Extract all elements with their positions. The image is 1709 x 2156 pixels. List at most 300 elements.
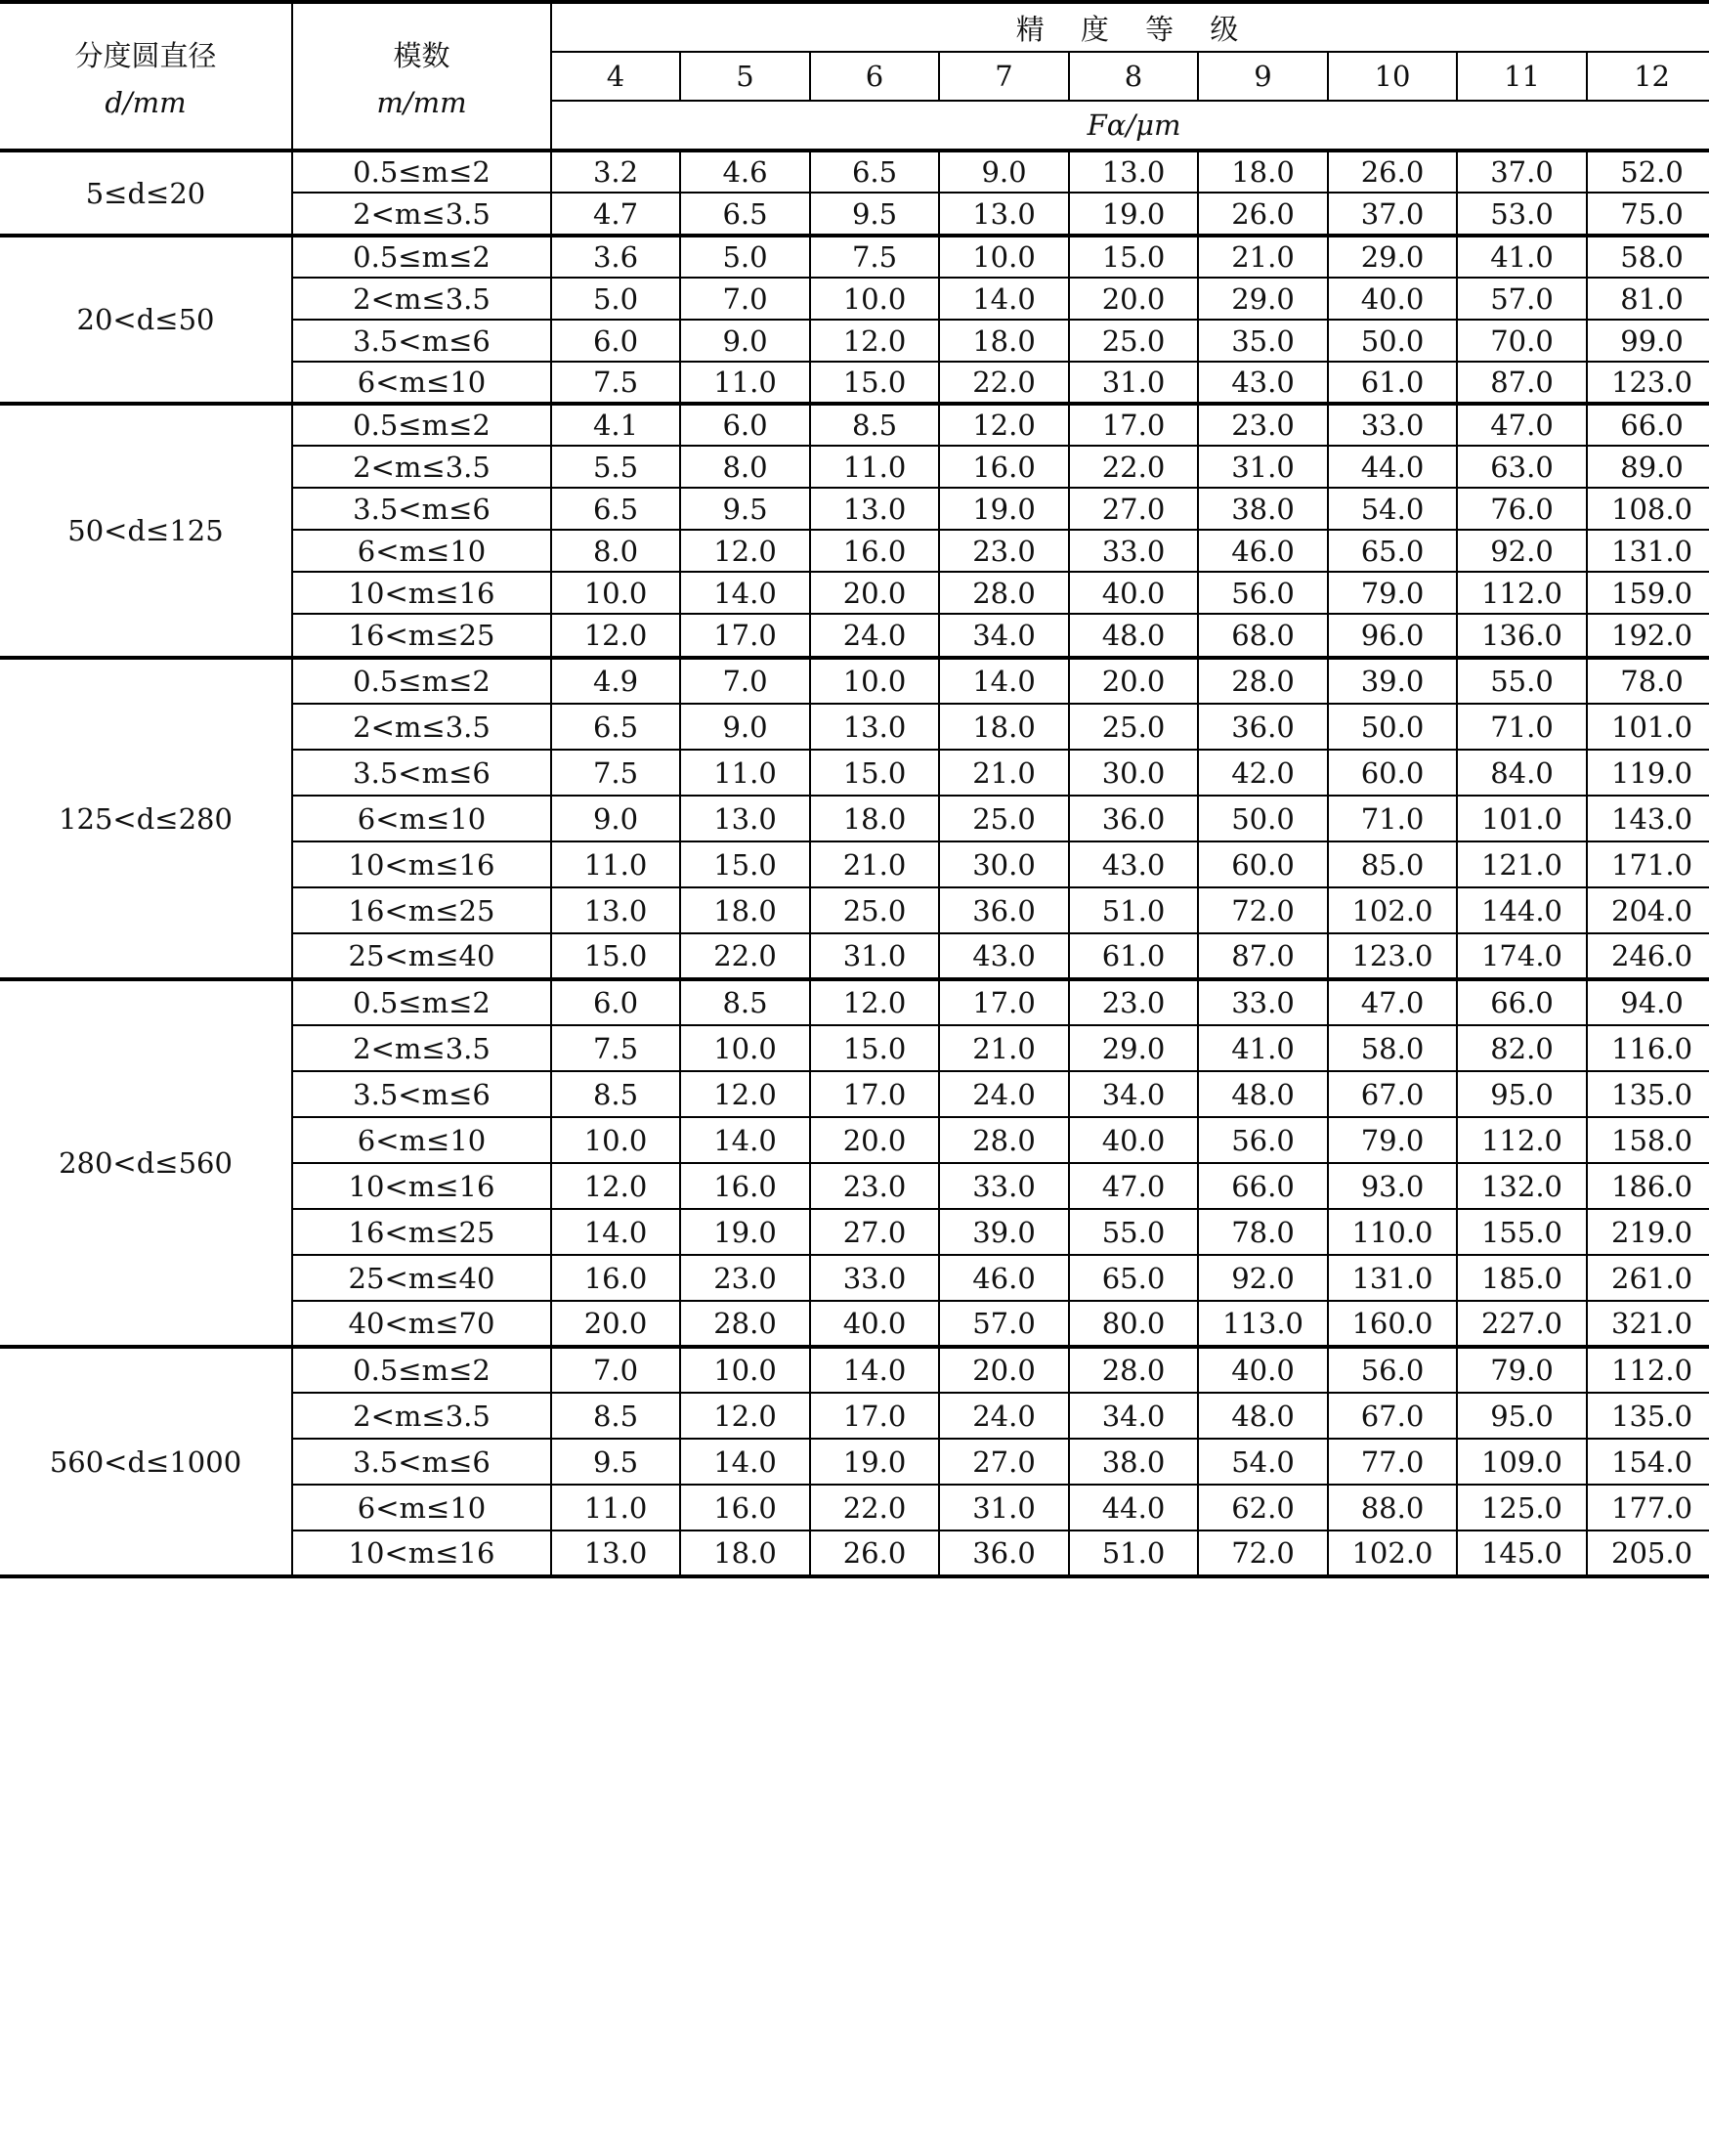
value-cell: 12.0	[680, 1393, 810, 1439]
value-cell: 23.0	[680, 1255, 810, 1301]
value-cell: 101.0	[1457, 796, 1587, 841]
value-cell: 135.0	[1587, 1393, 1709, 1439]
value-cell: 82.0	[1457, 1025, 1587, 1071]
value-cell: 14.0	[939, 278, 1069, 320]
value-cell: 186.0	[1587, 1163, 1709, 1209]
grade-cell: 8	[1069, 52, 1198, 101]
value-cell: 6.0	[680, 404, 810, 446]
value-cell: 92.0	[1457, 530, 1587, 572]
value-cell: 23.0	[1069, 979, 1198, 1025]
value-cell: 101.0	[1587, 704, 1709, 750]
value-cell: 174.0	[1457, 933, 1587, 979]
value-cell: 36.0	[939, 1531, 1069, 1576]
value-cell: 24.0	[939, 1393, 1069, 1439]
module-range-cell: 6<m≤10	[292, 1485, 551, 1531]
value-cell: 18.0	[1198, 151, 1328, 193]
value-cell: 96.0	[1328, 614, 1457, 658]
module-range-cell: 0.5≤m≤2	[292, 404, 551, 446]
value-cell: 12.0	[551, 614, 680, 658]
value-cell: 67.0	[1328, 1393, 1457, 1439]
value-cell: 15.0	[810, 362, 939, 404]
value-cell: 67.0	[1328, 1071, 1457, 1117]
value-cell: 8.0	[680, 446, 810, 488]
value-cell: 79.0	[1457, 1347, 1587, 1393]
value-cell: 25.0	[810, 887, 939, 933]
value-cell: 95.0	[1457, 1393, 1587, 1439]
value-cell: 39.0	[939, 1209, 1069, 1255]
value-cell: 31.0	[1069, 362, 1198, 404]
value-cell: 177.0	[1587, 1485, 1709, 1531]
value-cell: 88.0	[1328, 1485, 1457, 1531]
value-cell: 33.0	[1069, 530, 1198, 572]
value-cell: 15.0	[1069, 236, 1198, 278]
value-cell: 12.0	[551, 1163, 680, 1209]
value-cell: 25.0	[1069, 704, 1198, 750]
value-cell: 9.5	[810, 193, 939, 236]
value-cell: 19.0	[1069, 193, 1198, 236]
value-cell: 15.0	[810, 750, 939, 796]
value-cell: 10.0	[680, 1347, 810, 1393]
value-cell: 33.0	[1198, 979, 1328, 1025]
module-range-cell: 2<m≤3.5	[292, 278, 551, 320]
value-cell: 5.0	[680, 236, 810, 278]
value-cell: 9.5	[680, 488, 810, 530]
value-cell: 43.0	[939, 933, 1069, 979]
value-cell: 87.0	[1457, 362, 1587, 404]
value-cell: 13.0	[810, 704, 939, 750]
value-cell: 15.0	[810, 1025, 939, 1071]
diameter-range-cell: 560<d≤1000	[0, 1347, 292, 1576]
module-range-cell: 10<m≤16	[292, 1531, 551, 1576]
value-cell: 28.0	[939, 572, 1069, 614]
value-cell: 63.0	[1457, 446, 1587, 488]
value-cell: 50.0	[1328, 320, 1457, 362]
value-cell: 89.0	[1587, 446, 1709, 488]
value-cell: 41.0	[1198, 1025, 1328, 1071]
value-cell: 54.0	[1198, 1439, 1328, 1485]
value-cell: 78.0	[1587, 658, 1709, 704]
value-cell: 48.0	[1198, 1393, 1328, 1439]
value-cell: 13.0	[551, 1531, 680, 1576]
value-cell: 22.0	[939, 362, 1069, 404]
value-cell: 119.0	[1587, 750, 1709, 796]
module-range-cell: 10<m≤16	[292, 1163, 551, 1209]
value-cell: 246.0	[1587, 933, 1709, 979]
value-cell: 121.0	[1457, 841, 1587, 887]
value-cell: 47.0	[1069, 1163, 1198, 1209]
value-cell: 50.0	[1198, 796, 1328, 841]
value-cell: 20.0	[939, 1347, 1069, 1393]
value-cell: 18.0	[939, 320, 1069, 362]
value-cell: 57.0	[939, 1301, 1069, 1347]
value-cell: 16.0	[939, 446, 1069, 488]
value-cell: 20.0	[1069, 278, 1198, 320]
value-cell: 58.0	[1587, 236, 1709, 278]
value-cell: 19.0	[680, 1209, 810, 1255]
value-cell: 65.0	[1328, 530, 1457, 572]
value-cell: 21.0	[810, 841, 939, 887]
diameter-range-cell: 5≤d≤20	[0, 151, 292, 236]
diameter-range-cell: 50<d≤125	[0, 404, 292, 658]
module-range-cell: 6<m≤10	[292, 1117, 551, 1163]
value-cell: 62.0	[1198, 1485, 1328, 1531]
grade-cell: 12	[1587, 52, 1709, 101]
value-cell: 14.0	[680, 1117, 810, 1163]
value-cell: 46.0	[939, 1255, 1069, 1301]
value-cell: 58.0	[1328, 1025, 1457, 1071]
value-cell: 81.0	[1587, 278, 1709, 320]
value-cell: 61.0	[1069, 933, 1198, 979]
value-cell: 29.0	[1198, 278, 1328, 320]
value-cell: 53.0	[1457, 193, 1587, 236]
grade-cell: 7	[939, 52, 1069, 101]
module-range-cell: 16<m≤25	[292, 887, 551, 933]
value-cell: 79.0	[1328, 572, 1457, 614]
module-range-cell: 10<m≤16	[292, 841, 551, 887]
value-cell: 102.0	[1328, 887, 1457, 933]
value-cell: 158.0	[1587, 1117, 1709, 1163]
value-cell: 46.0	[1198, 530, 1328, 572]
module-range-cell: 3.5<m≤6	[292, 1439, 551, 1485]
value-cell: 40.0	[1328, 278, 1457, 320]
value-cell: 22.0	[680, 933, 810, 979]
value-cell: 20.0	[1069, 658, 1198, 704]
value-cell: 25.0	[939, 796, 1069, 841]
value-cell: 44.0	[1069, 1485, 1198, 1531]
value-cell: 205.0	[1587, 1531, 1709, 1576]
value-cell: 28.0	[680, 1301, 810, 1347]
module-range-cell: 6<m≤10	[292, 362, 551, 404]
module-range-cell: 2<m≤3.5	[292, 193, 551, 236]
value-cell: 29.0	[1069, 1025, 1198, 1071]
value-cell: 18.0	[939, 704, 1069, 750]
value-cell: 159.0	[1587, 572, 1709, 614]
module-range-cell: 3.5<m≤6	[292, 488, 551, 530]
value-cell: 19.0	[939, 488, 1069, 530]
value-cell: 21.0	[939, 1025, 1069, 1071]
value-cell: 60.0	[1198, 841, 1328, 887]
value-cell: 34.0	[1069, 1071, 1198, 1117]
value-cell: 43.0	[1198, 362, 1328, 404]
value-cell: 12.0	[810, 320, 939, 362]
value-cell: 6.5	[551, 488, 680, 530]
value-cell: 143.0	[1587, 796, 1709, 841]
value-cell: 50.0	[1328, 704, 1457, 750]
value-cell: 15.0	[680, 841, 810, 887]
value-cell: 13.0	[810, 488, 939, 530]
value-cell: 227.0	[1457, 1301, 1587, 1347]
value-cell: 9.0	[551, 796, 680, 841]
value-cell: 7.0	[551, 1347, 680, 1393]
value-cell: 18.0	[680, 887, 810, 933]
value-cell: 11.0	[810, 446, 939, 488]
module-range-cell: 10<m≤16	[292, 572, 551, 614]
module-range-cell: 0.5≤m≤2	[292, 236, 551, 278]
table-row	[0, 404, 1709, 446]
value-cell: 145.0	[1457, 1531, 1587, 1576]
value-cell: 61.0	[1328, 362, 1457, 404]
value-cell: 40.0	[1069, 1117, 1198, 1163]
value-cell: 34.0	[1069, 1393, 1198, 1439]
value-cell: 4.6	[680, 151, 810, 193]
value-cell: 6.5	[680, 193, 810, 236]
value-cell: 75.0	[1587, 193, 1709, 236]
value-cell: 72.0	[1198, 887, 1328, 933]
value-cell: 71.0	[1328, 796, 1457, 841]
value-cell: 30.0	[939, 841, 1069, 887]
value-cell: 8.0	[551, 530, 680, 572]
module-range-cell: 3.5<m≤6	[292, 1071, 551, 1117]
module-range-cell: 2<m≤3.5	[292, 1393, 551, 1439]
value-cell: 5.0	[551, 278, 680, 320]
value-cell: 11.0	[551, 841, 680, 887]
value-cell: 136.0	[1457, 614, 1587, 658]
value-cell: 14.0	[810, 1347, 939, 1393]
grade-cell: 4	[551, 52, 680, 101]
value-cell: 25.0	[1069, 320, 1198, 362]
value-cell: 23.0	[939, 530, 1069, 572]
module-range-cell: 2<m≤3.5	[292, 1025, 551, 1071]
value-cell: 94.0	[1587, 979, 1709, 1025]
value-cell: 33.0	[810, 1255, 939, 1301]
module-range-cell: 40<m≤70	[292, 1301, 551, 1347]
module-range-cell: 25<m≤40	[292, 1255, 551, 1301]
value-cell: 21.0	[1198, 236, 1328, 278]
value-cell: 9.0	[680, 704, 810, 750]
value-cell: 16.0	[680, 1485, 810, 1531]
value-cell: 132.0	[1457, 1163, 1587, 1209]
value-cell: 13.0	[1069, 151, 1198, 193]
value-cell: 15.0	[551, 933, 680, 979]
value-unit: Fα/μm	[551, 101, 1709, 151]
value-cell: 23.0	[1198, 404, 1328, 446]
value-cell: 12.0	[680, 530, 810, 572]
value-cell: 85.0	[1328, 841, 1457, 887]
value-cell: 11.0	[680, 362, 810, 404]
value-cell: 261.0	[1587, 1255, 1709, 1301]
value-cell: 95.0	[1457, 1071, 1587, 1117]
value-cell: 109.0	[1457, 1439, 1587, 1485]
value-cell: 185.0	[1457, 1255, 1587, 1301]
value-cell: 21.0	[939, 750, 1069, 796]
value-cell: 20.0	[551, 1301, 680, 1347]
header-row-1	[0, 2, 1709, 52]
value-cell: 7.0	[680, 658, 810, 704]
value-cell: 11.0	[680, 750, 810, 796]
value-cell: 16.0	[810, 530, 939, 572]
diameter-range-cell: 125<d≤280	[0, 658, 292, 979]
diameter-range-cell: 280<d≤560	[0, 979, 292, 1347]
value-cell: 7.0	[680, 278, 810, 320]
value-cell: 31.0	[1198, 446, 1328, 488]
value-cell: 12.0	[810, 979, 939, 1025]
value-cell: 27.0	[810, 1209, 939, 1255]
table-row	[0, 979, 1709, 1025]
value-cell: 13.0	[939, 193, 1069, 236]
value-cell: 70.0	[1457, 320, 1587, 362]
value-cell: 3.2	[551, 151, 680, 193]
value-cell: 7.5	[551, 362, 680, 404]
value-cell: 54.0	[1328, 488, 1457, 530]
value-cell: 43.0	[1069, 841, 1198, 887]
value-cell: 23.0	[810, 1163, 939, 1209]
value-cell: 22.0	[810, 1485, 939, 1531]
module-range-cell: 3.5<m≤6	[292, 320, 551, 362]
value-cell: 10.0	[680, 1025, 810, 1071]
value-cell: 116.0	[1587, 1025, 1709, 1071]
value-cell: 8.5	[810, 404, 939, 446]
value-cell: 31.0	[939, 1485, 1069, 1531]
value-cell: 17.0	[810, 1071, 939, 1117]
header-module	[292, 2, 551, 151]
value-cell: 9.0	[939, 151, 1069, 193]
value-cell: 51.0	[1069, 1531, 1198, 1576]
value-cell: 48.0	[1198, 1071, 1328, 1117]
value-cell: 110.0	[1328, 1209, 1457, 1255]
grade-cell: 6	[810, 52, 939, 101]
value-cell: 160.0	[1328, 1301, 1457, 1347]
value-cell: 12.0	[939, 404, 1069, 446]
value-cell: 41.0	[1457, 236, 1587, 278]
module-range-cell: 0.5≤m≤2	[292, 658, 551, 704]
value-cell: 108.0	[1587, 488, 1709, 530]
value-cell: 219.0	[1587, 1209, 1709, 1255]
value-cell: 84.0	[1457, 750, 1587, 796]
value-cell: 65.0	[1069, 1255, 1198, 1301]
value-cell: 66.0	[1198, 1163, 1328, 1209]
value-cell: 57.0	[1457, 278, 1587, 320]
value-cell: 44.0	[1328, 446, 1457, 488]
value-cell: 38.0	[1198, 488, 1328, 530]
grade-cell: 11	[1457, 52, 1587, 101]
module-range-cell: 6<m≤10	[292, 530, 551, 572]
value-cell: 22.0	[1069, 446, 1198, 488]
value-cell: 6.5	[551, 704, 680, 750]
value-cell: 42.0	[1198, 750, 1328, 796]
diameter-label: 分度圆直径	[74, 38, 217, 72]
value-cell: 30.0	[1069, 750, 1198, 796]
value-cell: 17.0	[1069, 404, 1198, 446]
value-cell: 92.0	[1198, 1255, 1328, 1301]
value-cell: 11.0	[551, 1485, 680, 1531]
value-cell: 135.0	[1587, 1071, 1709, 1117]
value-cell: 38.0	[1069, 1439, 1198, 1485]
value-cell: 4.7	[551, 193, 680, 236]
value-cell: 14.0	[939, 658, 1069, 704]
value-cell: 14.0	[680, 1439, 810, 1485]
value-cell: 321.0	[1587, 1301, 1709, 1347]
value-cell: 112.0	[1587, 1347, 1709, 1393]
value-cell: 36.0	[939, 887, 1069, 933]
table-row	[0, 1347, 1709, 1393]
value-cell: 123.0	[1587, 362, 1709, 404]
value-cell: 16.0	[680, 1163, 810, 1209]
value-cell: 76.0	[1457, 488, 1587, 530]
value-cell: 10.0	[810, 658, 939, 704]
value-cell: 87.0	[1198, 933, 1328, 979]
value-cell: 10.0	[551, 1117, 680, 1163]
module-range-cell: 16<m≤25	[292, 1209, 551, 1255]
value-cell: 26.0	[1328, 151, 1457, 193]
value-cell: 28.0	[1198, 658, 1328, 704]
value-cell: 36.0	[1069, 796, 1198, 841]
module-range-cell: 3.5<m≤6	[292, 750, 551, 796]
grade-header: 精 度 等 级	[551, 2, 1709, 52]
value-cell: 37.0	[1457, 151, 1587, 193]
value-cell: 26.0	[1198, 193, 1328, 236]
value-cell: 66.0	[1587, 404, 1709, 446]
value-cell: 47.0	[1328, 979, 1457, 1025]
value-cell: 48.0	[1069, 614, 1198, 658]
value-cell: 33.0	[1328, 404, 1457, 446]
value-cell: 77.0	[1328, 1439, 1457, 1485]
value-cell: 7.5	[551, 1025, 680, 1071]
value-cell: 26.0	[810, 1531, 939, 1576]
value-cell: 155.0	[1457, 1209, 1587, 1255]
value-cell: 113.0	[1198, 1301, 1328, 1347]
diameter-range-cell: 20<d≤50	[0, 236, 292, 404]
module-range-cell: 25<m≤40	[292, 933, 551, 979]
value-cell: 171.0	[1587, 841, 1709, 887]
value-cell: 18.0	[810, 796, 939, 841]
value-cell: 17.0	[680, 614, 810, 658]
module-range-cell: 0.5≤m≤2	[292, 151, 551, 193]
value-cell: 56.0	[1198, 1117, 1328, 1163]
value-cell: 17.0	[939, 979, 1069, 1025]
module-range-cell: 0.5≤m≤2	[292, 979, 551, 1025]
value-cell: 34.0	[939, 614, 1069, 658]
module-label: 模数	[393, 38, 450, 72]
table-row	[0, 236, 1709, 278]
value-cell: 28.0	[1069, 1347, 1198, 1393]
value-cell: 56.0	[1328, 1347, 1457, 1393]
value-cell: 8.5	[551, 1393, 680, 1439]
value-cell: 10.0	[939, 236, 1069, 278]
value-cell: 39.0	[1328, 658, 1457, 704]
value-cell: 71.0	[1457, 704, 1587, 750]
value-cell: 204.0	[1587, 887, 1709, 933]
value-cell: 27.0	[939, 1439, 1069, 1485]
value-cell: 66.0	[1457, 979, 1587, 1025]
value-cell: 3.6	[551, 236, 680, 278]
module-range-cell: 6<m≤10	[292, 796, 551, 841]
value-cell: 80.0	[1069, 1301, 1198, 1347]
value-cell: 40.0	[1069, 572, 1198, 614]
module-range-cell: 2<m≤3.5	[292, 704, 551, 750]
module-unit: m/mm	[376, 85, 467, 119]
value-cell: 79.0	[1328, 1117, 1457, 1163]
value-cell: 4.9	[551, 658, 680, 704]
value-cell: 112.0	[1457, 572, 1587, 614]
value-cell: 14.0	[680, 572, 810, 614]
value-cell: 40.0	[1198, 1347, 1328, 1393]
value-cell: 14.0	[551, 1209, 680, 1255]
value-cell: 4.1	[551, 404, 680, 446]
grade-cell: 5	[680, 52, 810, 101]
value-cell: 24.0	[939, 1071, 1069, 1117]
value-cell: 93.0	[1328, 1163, 1457, 1209]
value-cell: 8.5	[680, 979, 810, 1025]
table-row	[0, 658, 1709, 704]
value-cell: 60.0	[1328, 750, 1457, 796]
value-cell: 55.0	[1069, 1209, 1198, 1255]
diameter-unit: d/mm	[105, 85, 187, 119]
value-cell: 131.0	[1328, 1255, 1457, 1301]
grade-cell: 9	[1198, 52, 1328, 101]
value-cell: 17.0	[810, 1393, 939, 1439]
value-cell: 18.0	[680, 1531, 810, 1576]
value-cell: 123.0	[1328, 933, 1457, 979]
